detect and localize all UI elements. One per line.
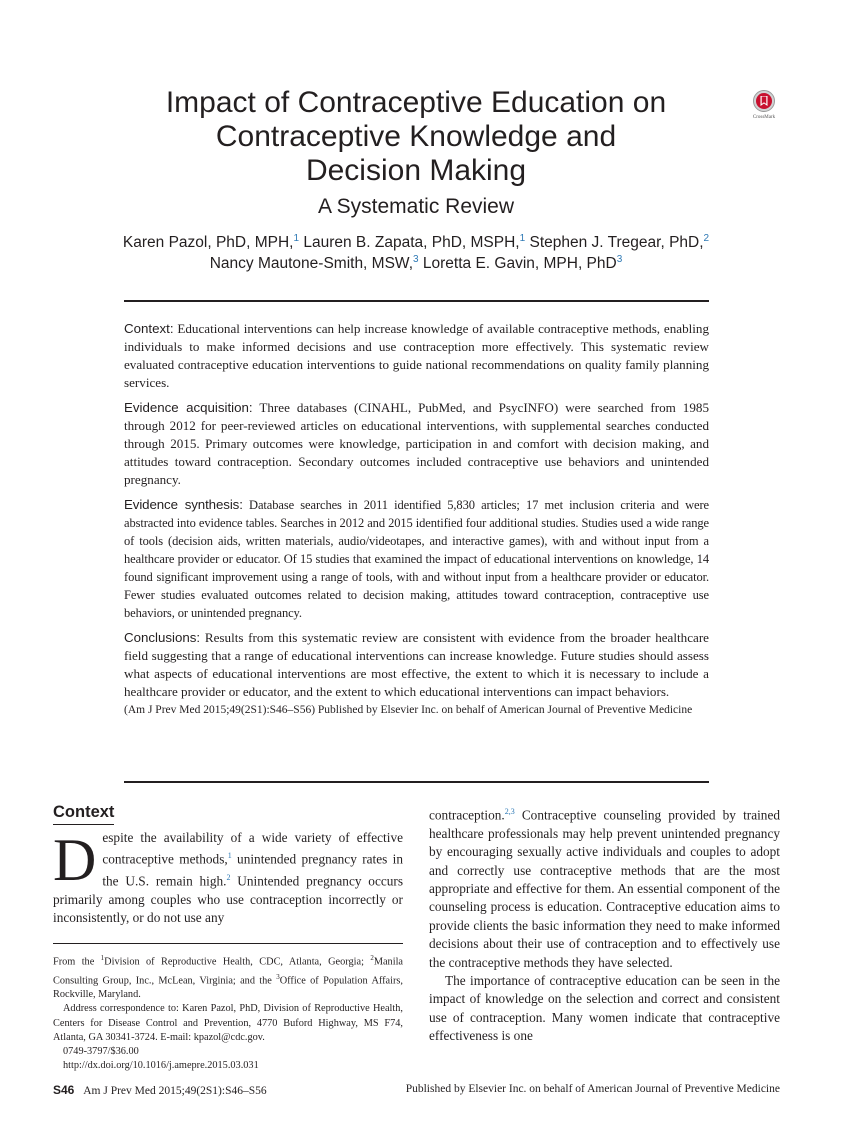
abstract-context: Context: Educational interventions can help increase knowledge of available contraceptive methods, enabling individuals to make informed decisions and use contraception more effectively. This systematic review evaluated contraceptive education interventions to guide national recommendations on quality family planning services. <box>124 321 709 390</box>
footnote-rule <box>53 943 403 944</box>
correspondence: Address correspondence to: Karen Pazol, PhD, Division of Reproductive Health, Centers for Disease Control and Prevention, 4770 Buford Highway, MS F74, Atlanta, GA 30341-3724. E-mail: kpazol@cdc.gov. <box>53 1003 403 1043</box>
page-number: S46 <box>53 1083 75 1097</box>
section-heading-context: Context <box>53 803 114 825</box>
context-paragraph-1: Despite the availability of a wide variety of effective contraceptive methods,$^1$ unintended pregnancy rates in the U.S. remain high.$^2$ Unintended pregnancy occurs primarily among couples who use contraception incorrectly or inconsistently, or do not use any <box>53 827 404 926</box>
author-list <box>90 232 742 274</box>
doi-link[interactable]: http://dx.doi.org/10.1016/j.amepre.2015.03.031 <box>63 1060 259 1072</box>
right-column <box>429 803 780 1046</box>
footnotes <box>53 951 403 1073</box>
article-subtitle: A Systematic Review <box>317 195 515 218</box>
context-paragraph-2: contraception.$^{2,3}$ Contraceptive counseling provided by trained healthcare professionals may help prevent unintended pregnancy by encouraging sexually active individuals and couples to adopt and correctly use contraceptive methods that are the most appropriate and effective for them. An essential component of the counseling process is education. Contraceptive education aims to provide clients the basic information they need to make informed decisions about their use of contraception and to effectively use the contraceptive methods they have selected. <box>429 807 780 970</box>
abstract-evidence-acquisition: Evidence acquisition: Three databases (CINAHL, PubMed, and PsycINFO) were searched from 1985 through 2012 for peer-reviewed articles on educational interventions, with supplemental searches conducted through 2015. Primary outcomes were knowledge, participation in and comfort with decision making, and attitudes toward contraception. Secondary outcomes included contraceptive use behaviors and unintended pregnancy. <box>124 400 709 487</box>
author-line-2: Nancy Mautone-Smith, MSW,$^3$ Loretta E. Gavin, MPH, PhD$^3$ <box>209 253 623 272</box>
context-paragraph-3: The importance of contraceptive education can be seen in the impact of knowledge on the selection and correct and consistent use of contraception. Many women indicate that contraceptive effectiveness is one <box>429 973 780 1044</box>
abstract-citation: (Am J Prev Med 2015;49(2S1):S46–S56) Published by Elsevier Inc. on behalf of American Journal of Preventive Medicine <box>124 704 693 716</box>
svg-text:CrossMark: CrossMark <box>752 115 776 120</box>
abstract <box>124 320 709 719</box>
crossmark-icon[interactable] <box>748 88 780 120</box>
left-column <box>53 803 403 928</box>
abstract-bottom-rule <box>124 781 709 783</box>
author-line-1: Karen Pazol, PhD, MPH,$^1$ Lauren B. Zapata, PhD, MSPH,$^1$ Stephen J. Tregear, PhD,$^2$ <box>122 232 710 251</box>
article-title: Impact of Contraceptive Education on Contraceptive Knowledge and Decision Making <box>165 86 667 187</box>
abstract-conclusions: Conclusions: Results from this systematic review are consistent with evidence from the broader healthcare field suggesting that a range of educational interventions can increase knowledge. Future studies should assess what aspects of educational interventions are most effective, the extent to which it is necessary to include a healthcare provider or educator, and the extent to which educational interventions can impact behaviors. <box>124 630 709 699</box>
abstract-evidence-synthesis: Evidence synthesis: Database searches in 2011 identified 5,830 articles; 17 met inclusion criteria and were abstracted into evidence tables. Searches in 2012 and 2015 identified four additional studies. Studies used a wide range of tools (decision aids, written materials, audio/videotapes, and interactive games), with and without input from a healthcare provider or educator. Of 15 studies that examined the impact of educational interventions on knowledge, 14 found significant improvement using a range of tools, with and without input from a healthcare provider or educator. Fewer studies evaluated outcomes related to decision making, attitudes toward contraception, contraceptive use behaviors, or unintended pregnancy. <box>124 497 709 620</box>
article-header <box>90 86 742 274</box>
drop-cap: D <box>53 827 97 893</box>
issn: 0749-3797/$36.00 <box>63 1046 139 1058</box>
affiliations: From the $^1$Division of Reproductive Health, CDC, Atlanta, Georgia; $^2$Manila Consulting Group, Inc., McLean, Virginia; and the $^3$Office of Population Affairs, Rockville, Maryland. <box>53 954 403 1001</box>
abstract-top-rule <box>124 300 709 302</box>
footer-publisher: Published by Elsevier Inc. on behalf of American Journal of Preventive Medicine <box>405 1083 780 1095</box>
footer-journal: Am J Prev Med 2015;49(2S1):S46–S56 <box>83 1085 267 1097</box>
page-footer <box>53 1083 780 1097</box>
